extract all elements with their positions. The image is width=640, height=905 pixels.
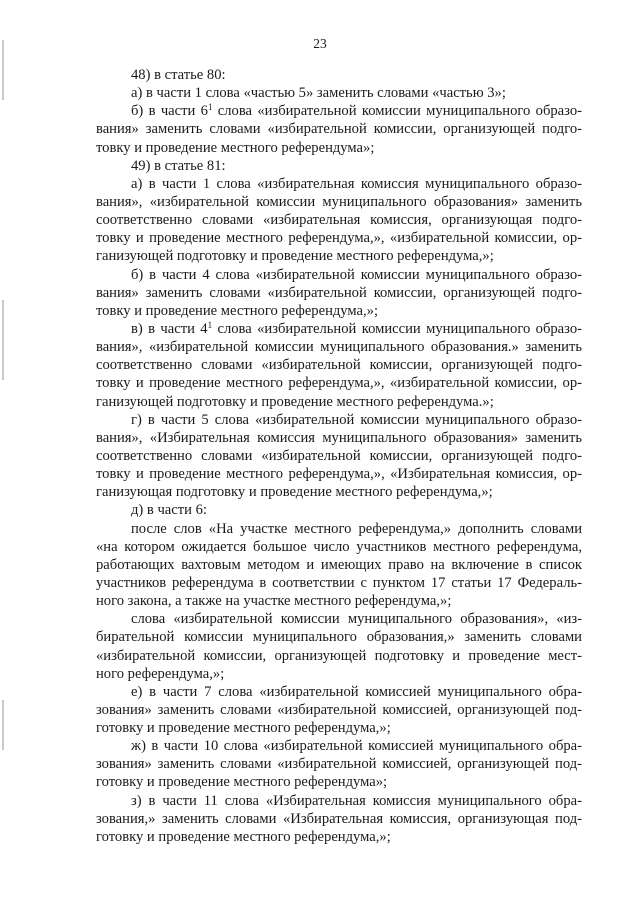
text-line: товку и проведение местного референдума»; xyxy=(96,139,375,156)
paragraph-p48 xyxy=(96,66,582,84)
paragraph-p49 xyxy=(96,157,582,175)
text-line: вания», «Избирательная комиссия муниципального образования» заменить xyxy=(96,429,582,446)
text-line: соответственно словами «избирательной комиссии, организующей подго- xyxy=(96,357,582,374)
text-line: 49) в статье 81: xyxy=(131,157,226,174)
paragraph-p49b xyxy=(96,266,582,320)
text-line: зования,» заменить словами «Избирательная комиссия, организующая под- xyxy=(96,810,582,827)
text-line: вания» заменить словами «избирательной комиссии, организующей подго- xyxy=(96,121,582,138)
paragraph-p48b xyxy=(96,102,582,156)
text-line: слова «избирательной комиссии муниципального образования», «из- xyxy=(131,611,582,628)
text-line: товку и проведение местного референдума,», «Избирательная комиссия, ор- xyxy=(96,466,582,483)
scan-artifact xyxy=(2,300,4,380)
text-line: товку и проведение местного референдума,», «избирательной комиссии, ор- xyxy=(96,230,582,247)
paragraph-p49zh xyxy=(96,737,582,791)
text-line: вания», «избирательной комиссии муниципального образования.» заменить xyxy=(96,339,582,356)
text-line: а) в части 1 слова «частью 5» заменить словами «частью 3»; xyxy=(131,85,506,102)
text-line: бирательной комиссии муниципального образования,» заменить словами xyxy=(96,629,582,646)
text-line: товку и проведение местного референдума,», «избирательной комиссии, ор- xyxy=(96,375,582,392)
text-line: 48) в статье 80: xyxy=(131,67,226,83)
scan-artifact xyxy=(2,700,4,750)
document-body xyxy=(96,66,582,846)
text-line: д) в части 6: xyxy=(131,502,207,519)
text-line: соответственно словами «избирательная комиссия, организующая подго- xyxy=(96,212,582,229)
text-line: ного закона, а также на участке местного референдума,»; xyxy=(96,593,452,610)
text-line: ганизующая подготовку и проведение местного референдума,»; xyxy=(96,484,493,501)
text-line: участников референдума в соответствии с пунктом 17 статьи 17 Федераль- xyxy=(96,574,582,591)
paragraph-p49z xyxy=(96,792,582,846)
paragraph-p49d2 xyxy=(96,610,582,683)
paragraph-p49v xyxy=(96,320,582,411)
text-line: соответственно словами «избирательной комиссии, организующей подго- xyxy=(96,447,582,464)
text-line: е) в части 7 слова «избирательной комиссией муниципального обра- xyxy=(131,683,582,700)
paragraph-p49g xyxy=(96,411,582,502)
text-line: ного референдума,»; xyxy=(96,665,225,682)
text-line: в) в части $4^1$ слова «избирательной комиссии муниципального образо- xyxy=(131,319,582,337)
text-line: «на котором ожидается большое число участников местного референдума, xyxy=(96,538,582,555)
paragraph-p49d1 xyxy=(96,520,582,611)
text-line: готовку и проведение местного референдума,»; xyxy=(96,828,391,845)
text-line: б) в части 4 слова «избирательной комиссии муниципального образо- xyxy=(131,266,582,283)
paragraph-p49d xyxy=(96,501,582,519)
text-line: ганизующей подготовку и проведение местного референдума,»; xyxy=(96,248,494,265)
text-line: а) в части 1 слова «избирательная комиссия муниципального образо- xyxy=(131,175,582,192)
text-line: зования» заменить словами «избирательной комиссией, организующей под- xyxy=(96,701,582,718)
text-line: готовку и проведение местного референдума,»; xyxy=(96,720,391,737)
text-line: товку и проведение местного референдума,»; xyxy=(96,302,379,319)
text-line: готовку и проведение местного референдума»; xyxy=(96,774,388,791)
page-number: 23 xyxy=(313,36,327,51)
text-line: ганизующей подготовку и проведение местного референдума.»; xyxy=(96,393,494,410)
text-line: «избирательной комиссии, организующей подготовку и проведение мест- xyxy=(96,647,582,664)
paragraph-p49a xyxy=(96,175,582,266)
paragraph-p49e xyxy=(96,683,582,737)
text-line: з) в части 11 слова «Избирательная комиссия муниципального обра- xyxy=(131,792,582,809)
text-line: работающих вахтовым методом и имеющих право на включение в список xyxy=(96,556,582,573)
text-line: после слов «На участке местного референдума,» дополнить словами xyxy=(131,520,582,537)
text-line: зования» заменить словами «избирательной комиссией, организующей под- xyxy=(96,756,582,773)
paragraph-p48a xyxy=(96,84,582,102)
scan-artifact xyxy=(2,40,4,100)
text-line: г) в части 5 слова «избирательной комиссии муниципального образо- xyxy=(131,411,582,428)
text-line: б) в части $6^1$ слова «избирательной комиссии муниципального образо- xyxy=(131,102,582,120)
text-line: вания», «избирательной комиссии муниципального образования» заменить xyxy=(96,193,582,210)
text-line: вания» заменить словами «избирательной комиссии, организующей подго- xyxy=(96,284,582,301)
text-line: ж) в части 10 слова «избирательной комиссией муниципального обра- xyxy=(131,738,582,755)
